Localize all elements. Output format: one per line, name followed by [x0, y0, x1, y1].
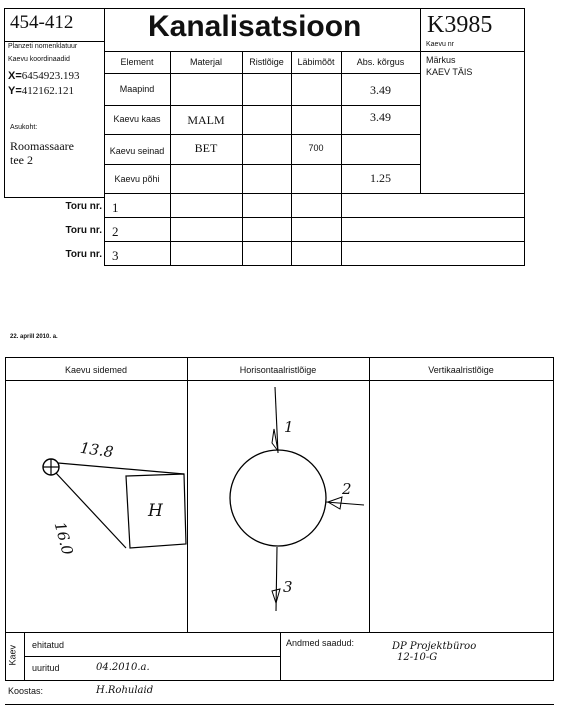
- pipe-marker-3: 3: [283, 578, 293, 596]
- col-header-material: Materjal: [189, 57, 222, 67]
- x-value: 6454923.193: [21, 70, 80, 82]
- distance-1: 13.8: [78, 438, 115, 462]
- y-coordinate: [8, 85, 74, 97]
- sketch-header-vertical: Vertikaalristlõige: [428, 365, 494, 375]
- pipe-label-2: Toru nr.: [65, 225, 102, 236]
- source-label: Andmed saadud:: [286, 638, 355, 648]
- sheet-caption: Planzeti nomenklatuur: [8, 43, 78, 50]
- compiled-value: H.Rohulaid: [96, 685, 154, 696]
- source-line1: DP Projektbüroo: [392, 641, 477, 652]
- sketch-header-horizontal: Horisontaalristlõige: [239, 365, 317, 375]
- surveyed-value: 04.2010.a.: [96, 662, 150, 673]
- col-header-diameter: Läbimõõt: [297, 57, 335, 67]
- pipe-marker-1: 1: [284, 418, 294, 436]
- location-line1: Roomassaare: [10, 139, 74, 153]
- row-elevation-lid: 3.49: [370, 110, 391, 124]
- pipe-number-2: 2: [112, 224, 119, 239]
- row-material-lid: MALM: [187, 113, 225, 127]
- pipe-label-3: Toru nr.: [65, 249, 102, 260]
- y-value: 412162.121: [21, 85, 75, 97]
- location-label: Asukoht:: [10, 124, 38, 131]
- built-label: ehitatud: [32, 640, 65, 650]
- distance-2: 16.0: [50, 520, 77, 557]
- horizontal-section-sketch: [188, 381, 369, 632]
- col-header-element: Element: [120, 57, 154, 67]
- col-header-cross-section: Ristlõige: [249, 57, 284, 67]
- row-elevation-bottom: 1.25: [370, 171, 391, 185]
- row-element-lid: Kaevu kaas: [113, 114, 161, 124]
- hydrant-label: H: [148, 501, 163, 521]
- row-elevation-ground: 3.49: [370, 83, 391, 97]
- well-id-caption: Kaevu nr: [426, 41, 455, 48]
- pipe-label-1: Toru nr.: [65, 201, 102, 212]
- compiled-label: Koostas:: [8, 686, 44, 696]
- pipe-number-1: 1: [112, 200, 119, 215]
- remarks-label: Märkus: [426, 55, 456, 65]
- sheet-number: 454-412: [10, 12, 74, 33]
- remarks-value: KAEV TÄIS: [426, 67, 473, 77]
- sketch-header-connections: Kaevu sidemed: [64, 365, 128, 375]
- row-element-walls: Kaevu seinad: [109, 146, 165, 156]
- date-stamp: 22. aprill 2010. a.: [10, 334, 58, 340]
- row-material-walls: BET: [194, 141, 218, 155]
- x-coordinate: [8, 70, 80, 82]
- pipe-number-3: 3: [112, 248, 119, 263]
- source-line2: 12-10-G: [397, 652, 438, 663]
- y-label: Y=: [8, 85, 22, 97]
- row-element-ground: Maapind: [119, 84, 155, 94]
- well-id: K3985: [427, 12, 493, 38]
- page-title: Kanalisatsioon: [148, 10, 362, 43]
- pipe-marker-2: 2: [342, 480, 352, 498]
- col-header-elevation: Abs. kõrgus: [356, 57, 405, 67]
- x-label: X=: [8, 70, 22, 82]
- surveyed-label: uuritud: [32, 663, 60, 673]
- row-element-bottom: Kaevu põhi: [114, 174, 160, 184]
- row-diameter-walls: 700: [308, 143, 324, 153]
- location-line2: tee 2: [10, 153, 33, 167]
- coords-title: Kaevu koordinaadid: [8, 56, 70, 63]
- kaev-label: Kaev: [7, 644, 18, 666]
